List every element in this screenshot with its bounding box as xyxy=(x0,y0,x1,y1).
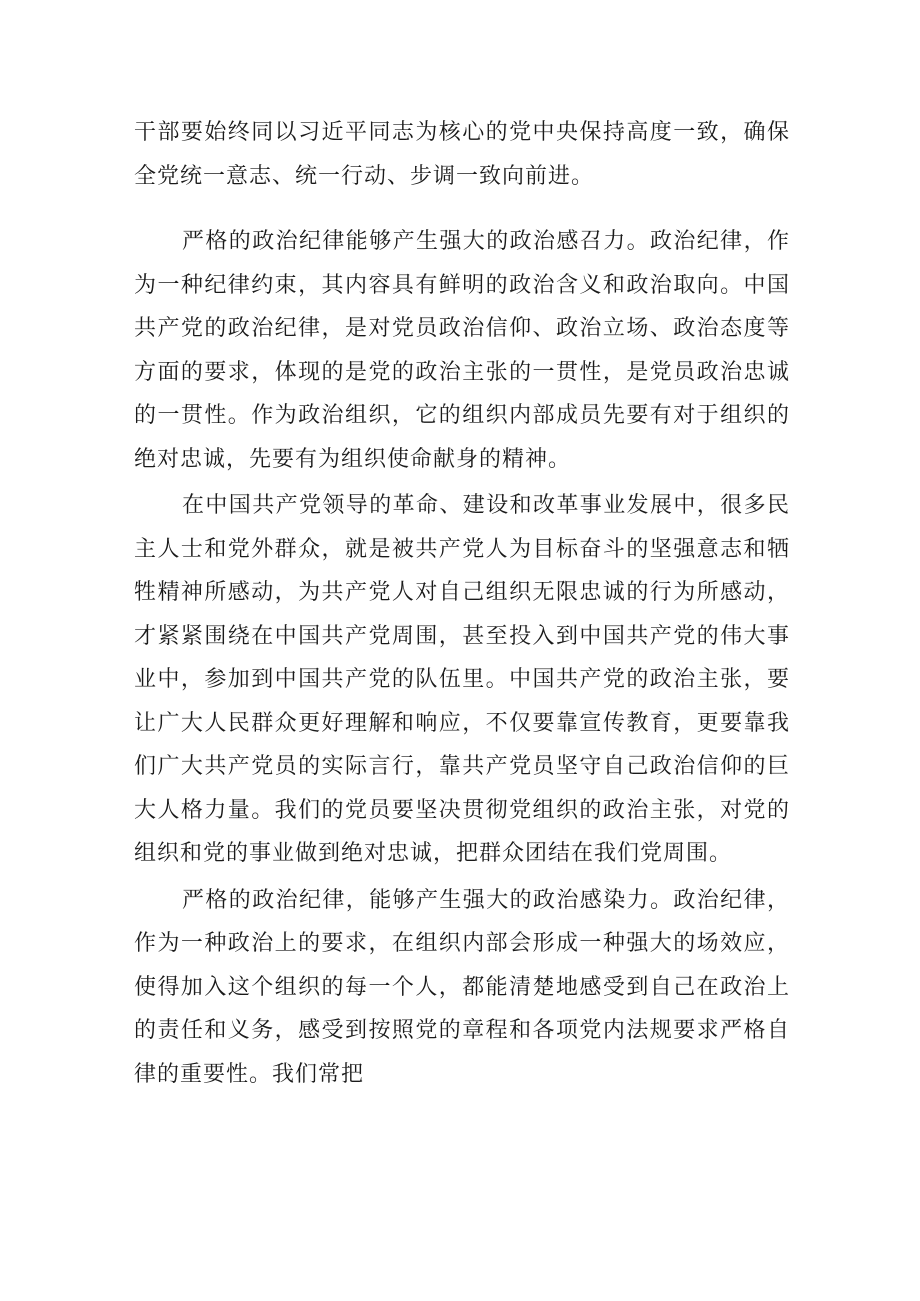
paragraph-political-appeal: 严格的政治纪律能够产生强大的政治感召力。政治纪律，作为一种纪律约束，其内容具有鲜明的政治含义和政治取向。中国共产党的政治纪律，是对党员政治信仰、政治立场、政治态度等方面的要求，体现的是党的政治主张的一贯性，是党员政治忠诚的一贯性。作为政治组织，它的组织内部成员先要有对于组织的绝对忠诚，先要有为组织使命献身的精神。 xyxy=(134,229,790,472)
paragraph-political-influence: 严格的政治纪律，能够产生强大的政治感染力。政治纪律，作为一种政治上的要求，在组织内部会形成一种强大的场效应，使得加入这个组织的每一个人，都能清楚地感受到自己在政治上的责任和义务，感受到按照党的章程和各项党内法规要求严格自律的重要性。我们常把 xyxy=(134,887,790,1087)
paragraph-revolution-history: 在中国共产党领导的革命、建设和改革事业发展中，很多民主人士和党外群众，就是被共产党人为目标奋斗的坚强意志和牺牲精神所感动，为共产党人对自己组织无限忠诚的行为所感动，才紧紧围绕在中国共产党周围，甚至投入到中国共产党的伟大事业中，参加到中国共产党的队伍里。中国共产党的政治主张，要让广大人民群众更好理解和响应，不仅要靠宣传教育，更要靠我们广大共产党员的实际言行，靠共产党员坚守自己政治信仰的巨大人格力量。我们的党员要坚决贯彻党组织的政治主张，对党的组织和党的事业做到绝对忠诚，把群众团结在我们党周围。 xyxy=(134,493,790,866)
document-body xyxy=(134,111,790,1096)
paragraph-continuation: 干部要始终同以习近平同志为核心的党中央保持高度一致，确保全党统一意志、统一行动、步调一致向前进。 xyxy=(134,120,790,189)
